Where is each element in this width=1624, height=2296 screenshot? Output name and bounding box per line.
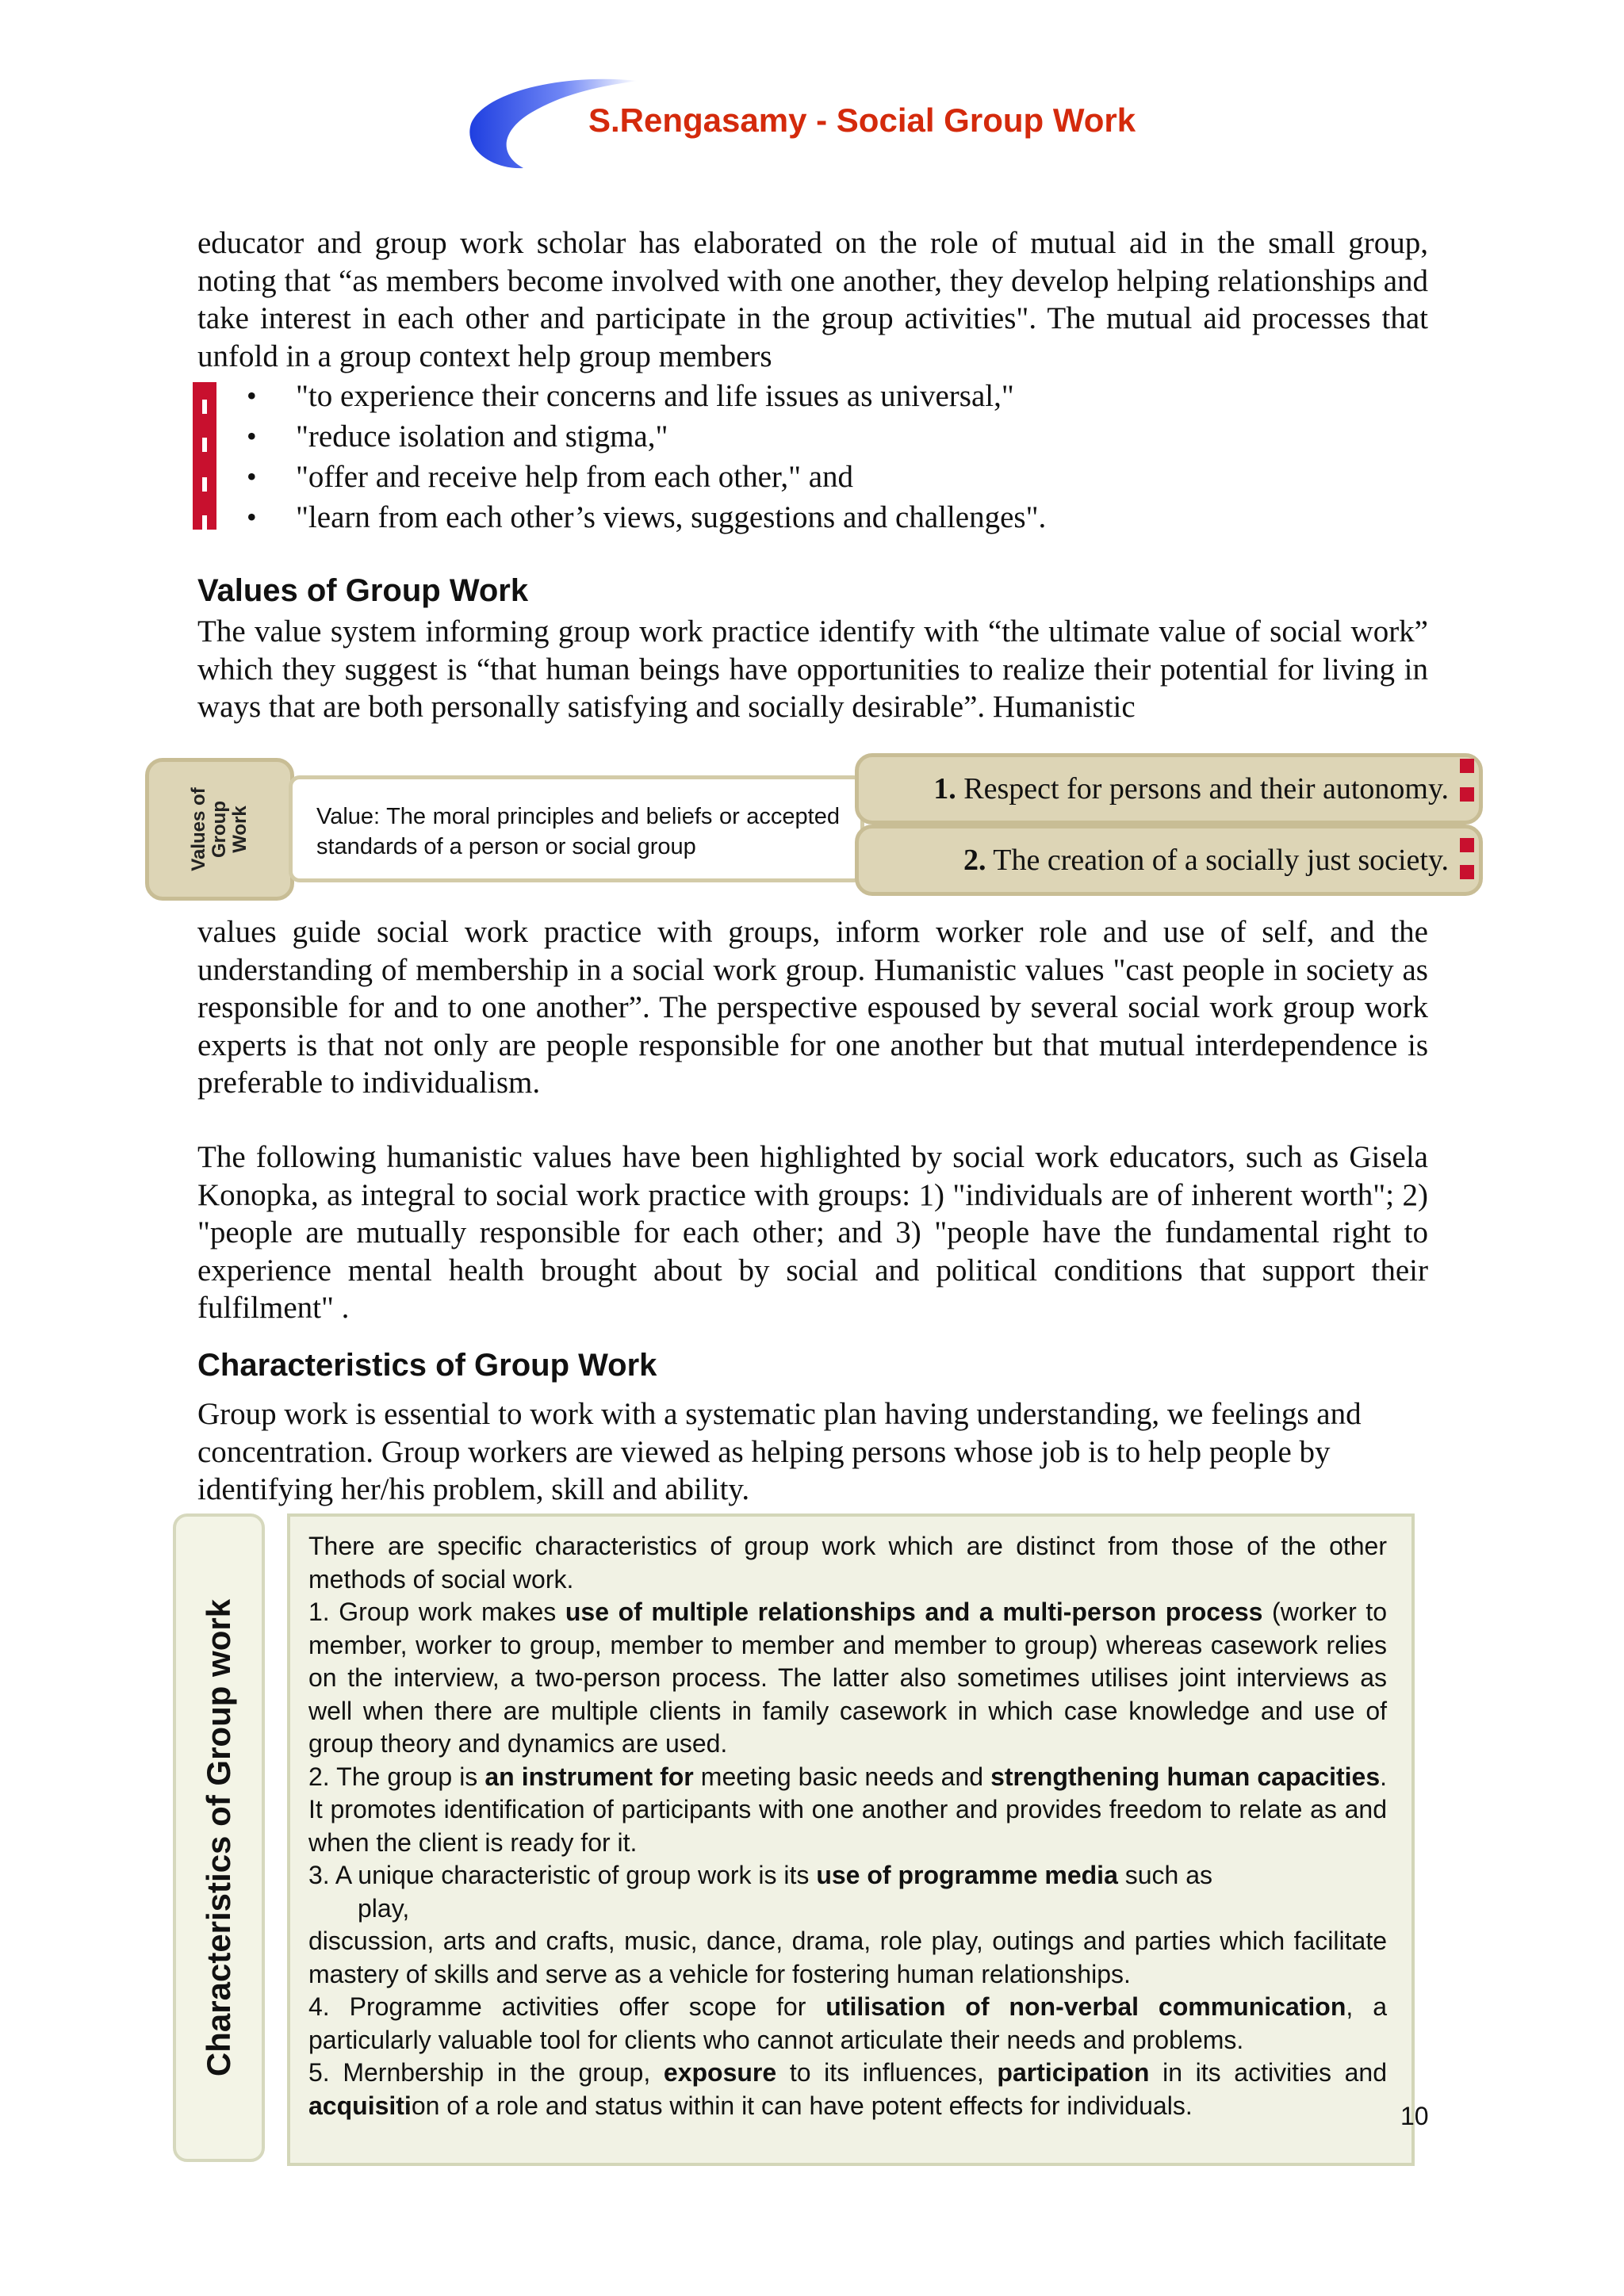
values-paragraph-1: The value system informing group work practice identify with “the ultimate value of social work” which they suggest is “that human beings have opportunities to realize their potential for living in ways that are both personally satisfying and socially desirable”. Humanistic [197,614,1428,724]
value-item-text: 2. The creation of a socially just society. [963,844,1449,877]
value-item-1 [855,753,1483,825]
intro-paragraph: educator and group work scholar has elaborated on the role of mutual aid in the small group, noting that “as members become involved with one another, they develop helping relationships and take interest in each other and participate in the group activities". The mutual aid processes that unfold in a group context help group members [197,226,1428,373]
characteristic-item-2: 2. The group is an instrument for meeting basic needs and strengthening human capacities. It promotes identification of participants with one another and provides freedom to relate as and when the client is ready for it. [308,1762,1388,1857]
values-diagram-side-panel [145,758,294,901]
list-item: • "reduce isolation and stigma," [197,416,1434,457]
characteristics-heading: Characteristics of Group Work [197,1348,657,1383]
mutual-aid-list [197,376,1434,538]
list-item: • "learn from each other’s views, suggestions and challenges". [197,497,1434,538]
characteristics-box-text [308,1530,1387,2122]
values-heading: Values of Group Work [197,573,529,608]
characteristic-item-3: 3. A unique characteristic of group work is its use of programme media such as [308,1861,1213,1889]
values-definition-box [289,775,864,882]
characteristics-side-label: Characteristics of Group work [200,1598,237,2077]
characteristic-item-4: 4. Programme activities offer scope for utilisation of non-verbal communication, a particularly valuable tool for clients who cannot articulate their needs and problems. [308,1992,1387,2054]
characteristics-side-panel [173,1513,265,2162]
characteristic-item-5: 5. Mernbership in the group, exposure to its influences, participation in its activities and acquisition of a role and status within it can have potent effects for individuals. [308,2058,1388,2120]
value-item-text: 1. Respect for persons and their autonomy. [933,772,1449,806]
values-paragraph-2: values guide social work practice with groups, inform worker role and use of self, and the understanding of membership in a social work group. Humanistic values "cast people in society as responsible for and to one another”. The perspective espoused by several social work group work experts is that not only are people responsible for one another but that mutual interdependence is preferable to individualism. [197,915,1428,1100]
page-number: 10 [1400,2102,1429,2130]
header-title: S.Rengasamy - Social Group Work [588,101,1136,139]
characteristic-item-1: 1. Group work makes use of multiple relationships and a multi-person process (worker to member, worker to group, member to member and member to group) whereas casework relies on the interview, a two-person process. The latter also sometimes utilises joint interviews as well when there are multiple clients in family casework in which case knowledge and use of group theory and dynamics are used. [308,1598,1388,1758]
characteristics-paragraph: Group work is essential to work with a systematic plan having understanding, we feelings and concentration. Group workers are viewed as helping persons whose job is to help people by identifying her/his problem, skill and ability. [197,1397,1362,1506]
values-paragraph-3: The following humanistic values have been highlighted by social work educators, such as Gisela Konopka, as integral to social work practice with groups: 1) "individuals are of inherent worth"; 2) "people are mutually responsible for each other; and 3) "people have the fundamental right to experience mental health brought about by social and political conditions that support their fulfilment" . [197,1140,1428,1325]
characteristics-box [287,1513,1415,2166]
values-definition-text: Value: The moral principles and beliefs or accepted standards of a person or social group [316,804,840,859]
characteristic-item-3-cont: play, [358,1893,410,1923]
characteristic-item-3-detail: discussion, arts and crafts, music, dance, drama, role play, outings and parties which facilitate mastery of skills and serve as a vehicle for fostering human relationships. [308,1927,1387,1988]
red-marker-icon [1460,787,1474,802]
red-marker-icon [1460,865,1474,879]
values-diagram-side-label: Values of Group Work [188,787,251,871]
list-item: • "offer and receive help from each other," and [197,457,1434,497]
characteristics-intro: There are specific characteristics of group work which are distinct from those of the other methods of social work. [308,1532,1387,1594]
value-item-2 [855,825,1483,896]
list-item: • "to experience their concerns and life issues as universal," [197,376,1434,416]
red-marker-icon [1460,759,1474,773]
red-marker-icon [1460,838,1474,852]
